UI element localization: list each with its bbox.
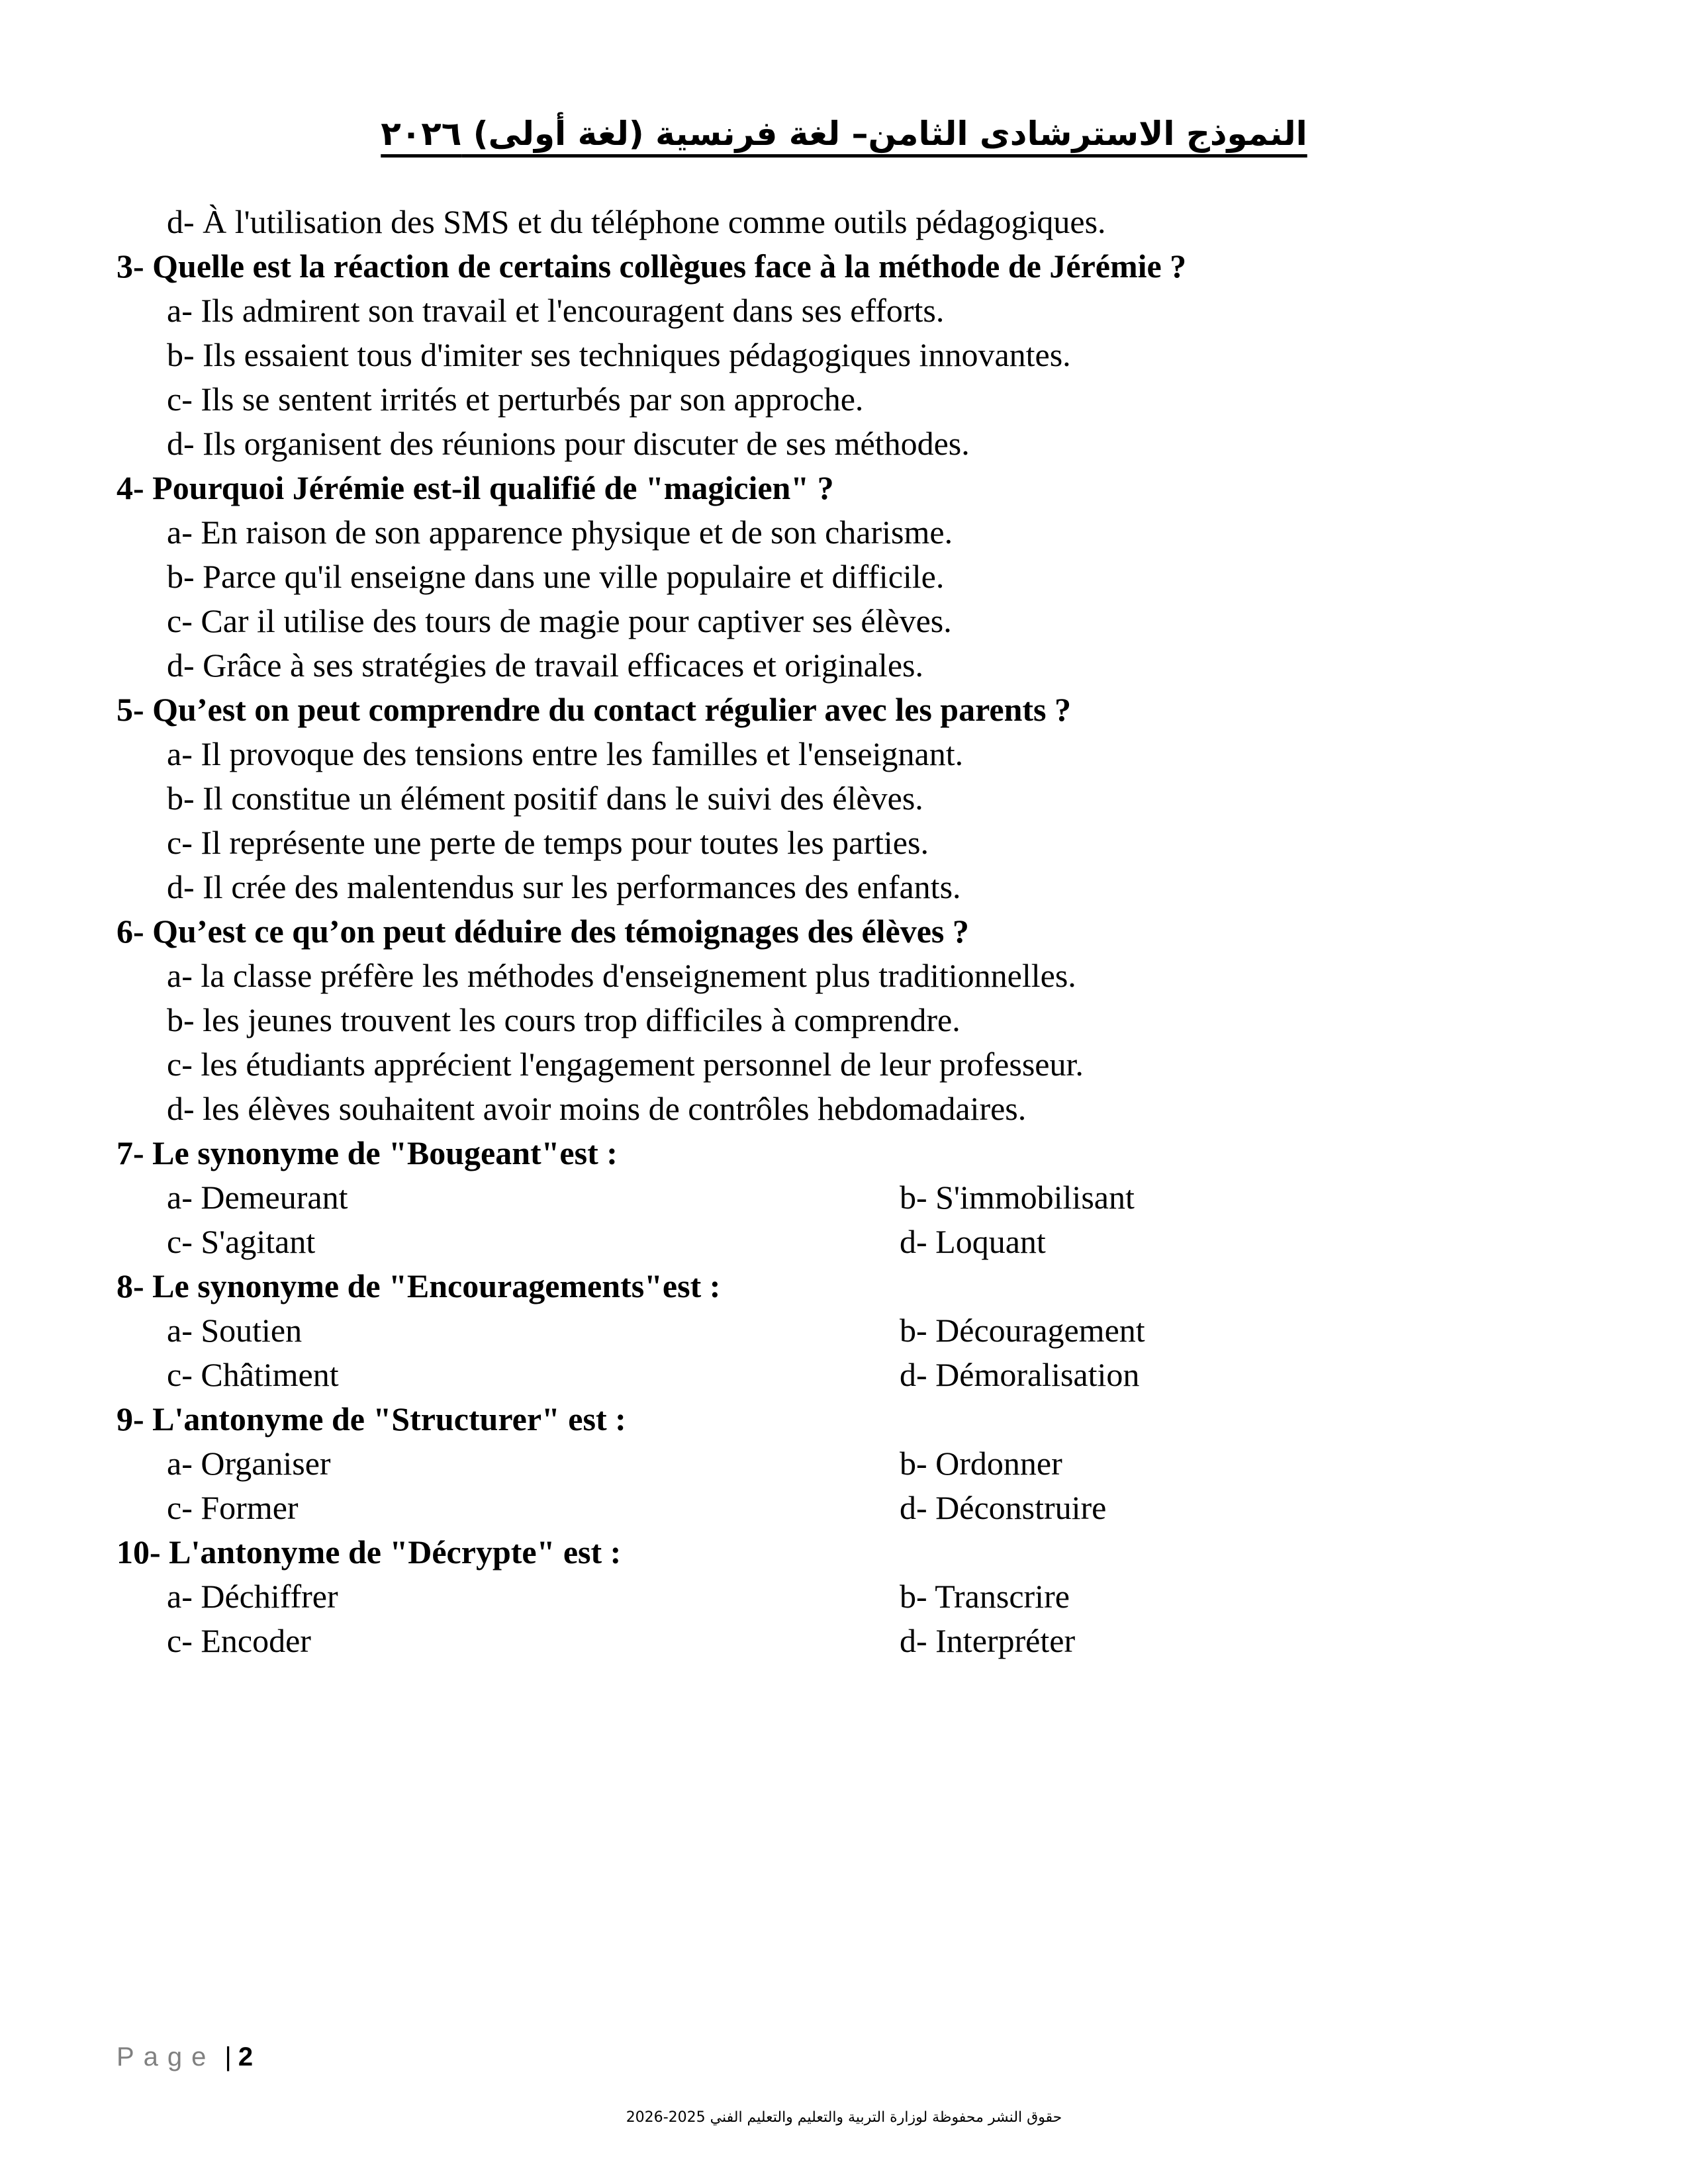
page-number: [117, 2040, 253, 2073]
option-pair: [117, 1441, 1606, 1486]
answer-option: c- Il représente une perte de temps pour toutes les parties.: [167, 824, 929, 861]
page-label: Page: [117, 2042, 216, 2071]
answer-option: a- la classe préfère les méthodes d'enseignement plus traditionnelles.: [167, 957, 1076, 994]
question-heading: 3- Quelle est la réaction de certains collègues face à la méthode de Jérémie ?: [117, 248, 1187, 285]
question-heading: 5- Qu’est on peut comprendre du contact régulier avec les parents ?: [117, 691, 1071, 728]
answer-option: d- Démoralisation: [900, 1356, 1140, 1393]
page-number-value: 2: [238, 2042, 254, 2071]
option-pair: [117, 1486, 1606, 1530]
answer-option: d- Déconstruire: [900, 1489, 1107, 1526]
answer-option: b- les jeunes trouvent les cours trop difficiles à comprendre.: [167, 1001, 961, 1038]
option-pair: [117, 1220, 1606, 1264]
option-pair: [117, 1619, 1606, 1663]
answer-option: d- À l'utilisation des SMS et du téléphone comme outils pédagogiques.: [167, 203, 1106, 240]
answer-option: b- Ordonner: [900, 1445, 1062, 1482]
page-separator: |: [224, 2042, 232, 2071]
answer-option: d- Ils organisent des réunions pour discuter de ses méthodes.: [167, 425, 970, 462]
answer-option: a- Demeurant: [167, 1179, 348, 1216]
question-heading: 8- Le synonyme de "Encouragements"est :: [117, 1267, 721, 1304]
answer-option: d- les élèves souhaitent avoir moins de contrôles hebdomadaires.: [167, 1090, 1027, 1127]
answer-option: c- Châtiment: [167, 1356, 339, 1393]
answer-option: c- les étudiants apprécient l'engagement personnel de leur professeur.: [167, 1046, 1084, 1083]
answer-option: c- Encoder: [167, 1622, 311, 1659]
question-list: [117, 200, 1606, 1663]
option-pair: [117, 1175, 1606, 1220]
option-pair: [117, 1353, 1606, 1397]
question-heading: 10- L'antonyme de "Décrypte" est :: [117, 1533, 622, 1570]
option-pair: [117, 1308, 1606, 1353]
answer-option: c- Car il utilise des tours de magie pour captiver ses élèves.: [167, 602, 952, 639]
answer-option: b- Il constitue un élément positif dans le suivi des élèves.: [167, 780, 923, 817]
answer-option: c- Ils se sentent irrités et perturbés par son approche.: [167, 381, 864, 418]
answer-option: d- Interpréter: [900, 1622, 1076, 1659]
question-heading: 7- Le synonyme de "Bougeant"est :: [117, 1134, 618, 1171]
question-heading: 9- L'antonyme de "Structurer" est :: [117, 1400, 626, 1437]
page-title: [0, 107, 1688, 160]
answer-option: b- Découragement: [900, 1312, 1145, 1349]
answer-option: d- Loquant: [900, 1223, 1046, 1260]
answer-option: d- Grâce à ses stratégies de travail efficaces et originales.: [167, 647, 923, 684]
answer-option: a- Organiser: [167, 1445, 331, 1482]
answer-option: b- Transcrire: [900, 1578, 1070, 1615]
answer-option: b- S'immobilisant: [900, 1179, 1135, 1216]
option-pair: [117, 1574, 1606, 1619]
answer-option: c- S'agitant: [167, 1223, 316, 1260]
answer-option: a- En raison de son apparence physique et de son charisme.: [167, 514, 953, 551]
answer-option: b- Ils essaient tous d'imiter ses techniques pédagogiques innovantes.: [167, 336, 1071, 373]
answer-option: b- Parce qu'il enseigne dans une ville populaire et difficile.: [167, 558, 945, 595]
question-heading: 6- Qu’est ce qu’on peut déduire des témoignages des élèves ?: [117, 913, 969, 950]
answer-option: c- Former: [167, 1489, 299, 1526]
answer-option: d- Il crée des malentendus sur les performances des enfants.: [167, 868, 961, 905]
answer-option: a- Ils admirent son travail et l'encouragent dans ses efforts.: [167, 292, 945, 329]
page-title-text: النموذج الاسترشادى الثامن– لغة فرنسية (لغة أولى) ٢٠٢٦: [381, 114, 1307, 153]
copyright-footer: حقوق النشر محفوظة لوزارة التربية والتعليم والتعليم الفني 2025-2026: [626, 2109, 1062, 2126]
answer-option: a- Déchiffrer: [167, 1578, 338, 1615]
answer-option: a- Il provoque des tensions entre les familles et l'enseignant.: [167, 735, 964, 772]
answer-option: a- Soutien: [167, 1312, 303, 1349]
question-heading: 4- Pourquoi Jérémie est-il qualifié de "magicien" ?: [117, 469, 834, 506]
